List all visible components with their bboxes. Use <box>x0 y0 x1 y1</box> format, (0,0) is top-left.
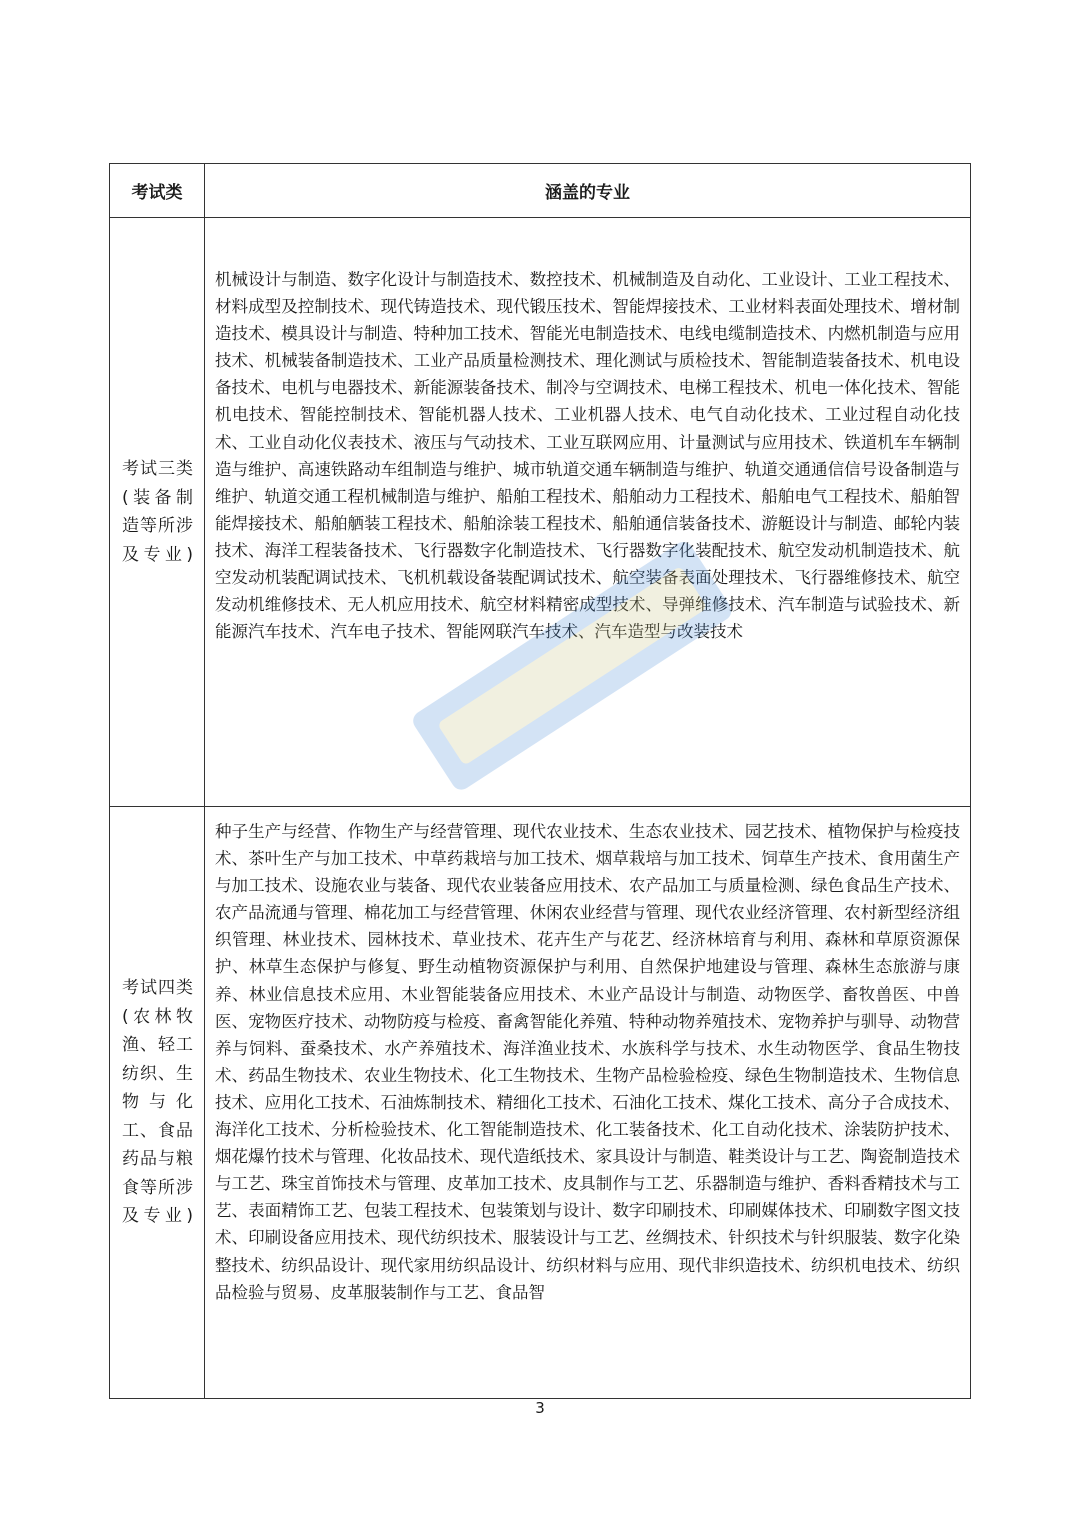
majors-table <box>109 163 971 1399</box>
header-covered-majors: 涵盖的专业 <box>205 164 971 218</box>
majors-list-cell: 种子生产与经营、作物生产与经营管理、现代农业技术、生态农业技术、园艺技术、植物保护与检疫技术、茶叶生产与加工技术、中草药栽培与加工技术、烟草栽培与加工技术、饲草生产技术、食用菌生产与加工技术、设施农业与装备、现代农业装备应用技术、农产品加工与质量检测、绿色食品生产技术、农产品流通与管理、棉花加工与经营管理、休闲农业经营与管理、现代农业经济管理、农村新型经济组织管理、林业技术、园林技术、草业技术、花卉生产与花艺、经济林培育与利用、森林和草原资源保护、林草生态保护与修复、野生动植物资源保护与利用、自然保护地建设与管理、森林生态旅游与康养、林业信息技术应用、木业智能装备应用技术、木业产品设计与制造、动物医学、畜牧兽医、中兽医、宠物医疗技术、动物防疫与检疫、畜禽智能化养殖、特种动物养殖技术、宠物养护与驯导、动物营养与饲料、蚕桑技术、水产养殖技术、海洋渔业技术、水族科学与技术、水生动物医学、食品生物技术、药品生物技术、农业生物技术、化工生物技术、生物产品检验检疫、绿色生物制造技术、生物信息技术、应用化工技术、石油炼制技术、精细化工技术、石油化工技术、煤化工技术、高分子合成技术、海洋化工技术、分析检验技术、化工智能制造技术、化工装备技术、化工自动化技术、涂装防护技术、烟花爆竹技术与管理、化妆品技术、现代造纸技术、家具设计与制造、鞋类设计与工艺、陶瓷制造技术与工艺、珠宝首饰技术与管理、皮革加工技术、皮具制作与工艺、乐器制造与维护、香料香精技术与工艺、表面精饰工艺、包装工程技术、包装策划与设计、数字印刷技术、印刷媒体技术、印刷数字图文技术、印刷设备应用技术、现代纺织技术、服装设计与工艺、丝绸技术、针织技术与针织服装、数字化染整技术、纺织品设计、现代家用纺织品设计、纺织材料与应用、现代非织造技术、纺织机电技术、纺织品检验与贸易、皮革服装制作与工艺、食品智 <box>205 807 971 1399</box>
table-header-row <box>110 164 971 218</box>
table-row <box>110 807 971 1399</box>
exam-category-cell: 考试四类(农林牧渔、轻工纺织、生物与化工、食品药品与粮食等所涉及专业) <box>110 807 205 1399</box>
table-row <box>110 218 971 807</box>
page-number: 3 <box>535 1399 545 1417</box>
majors-list-cell: 机械设计与制造、数字化设计与制造技术、数控技术、机械制造及自动化、工业设计、工业工程技术、材料成型及控制技术、现代铸造技术、现代锻压技术、智能焊接技术、工业材料表面处理技术、增材制造技术、模具设计与制造、特种加工技术、智能光电制造技术、电线电缆制造技术、内燃机制造与应用技术、机械装备制造技术、工业产品质量检测技术、理化测试与质检技术、智能制造装备技术、机电设备技术、电机与电器技术、新能源装备技术、制冷与空调技术、电梯工程技术、机电一体化技术、智能机电技术、智能控制技术、智能机器人技术、工业机器人技术、电气自动化技术、工业过程自动化技术、工业自动化仪表技术、液压与气动技术、工业互联网应用、计量测试与应用技术、铁道机车车辆制造与维护、高速铁路动车组制造与维护、城市轨道交通车辆制造与维护、轨道交通通信信号设备制造与维护、轨道交通工程机械制造与维护、船舶工程技术、船舶动力工程技术、船舶电气工程技术、船舶智能焊接技术、船舶舾装工程技术、船舶涂装工程技术、船舶通信装备技术、游艇设计与制造、邮轮内装技术、海洋工程装备技术、飞行器数字化制造技术、飞行器数字化装配技术、航空发动机制造技术、航空发动机装配调试技术、飞机机载设备装配调试技术、航空装备表面处理技术、飞行器维修技术、航空发动机维修技术、无人机应用技术、航空材料精密成型技术、导弹维修技术、汽车制造与试验技术、新能源汽车技术、汽车电子技术、智能网联汽车技术、汽车造型与改装技术 <box>205 218 971 807</box>
header-exam-category: 考试类 <box>110 164 205 218</box>
exam-category-cell: 考试三类(装备制造等所涉及专业) <box>110 218 205 807</box>
